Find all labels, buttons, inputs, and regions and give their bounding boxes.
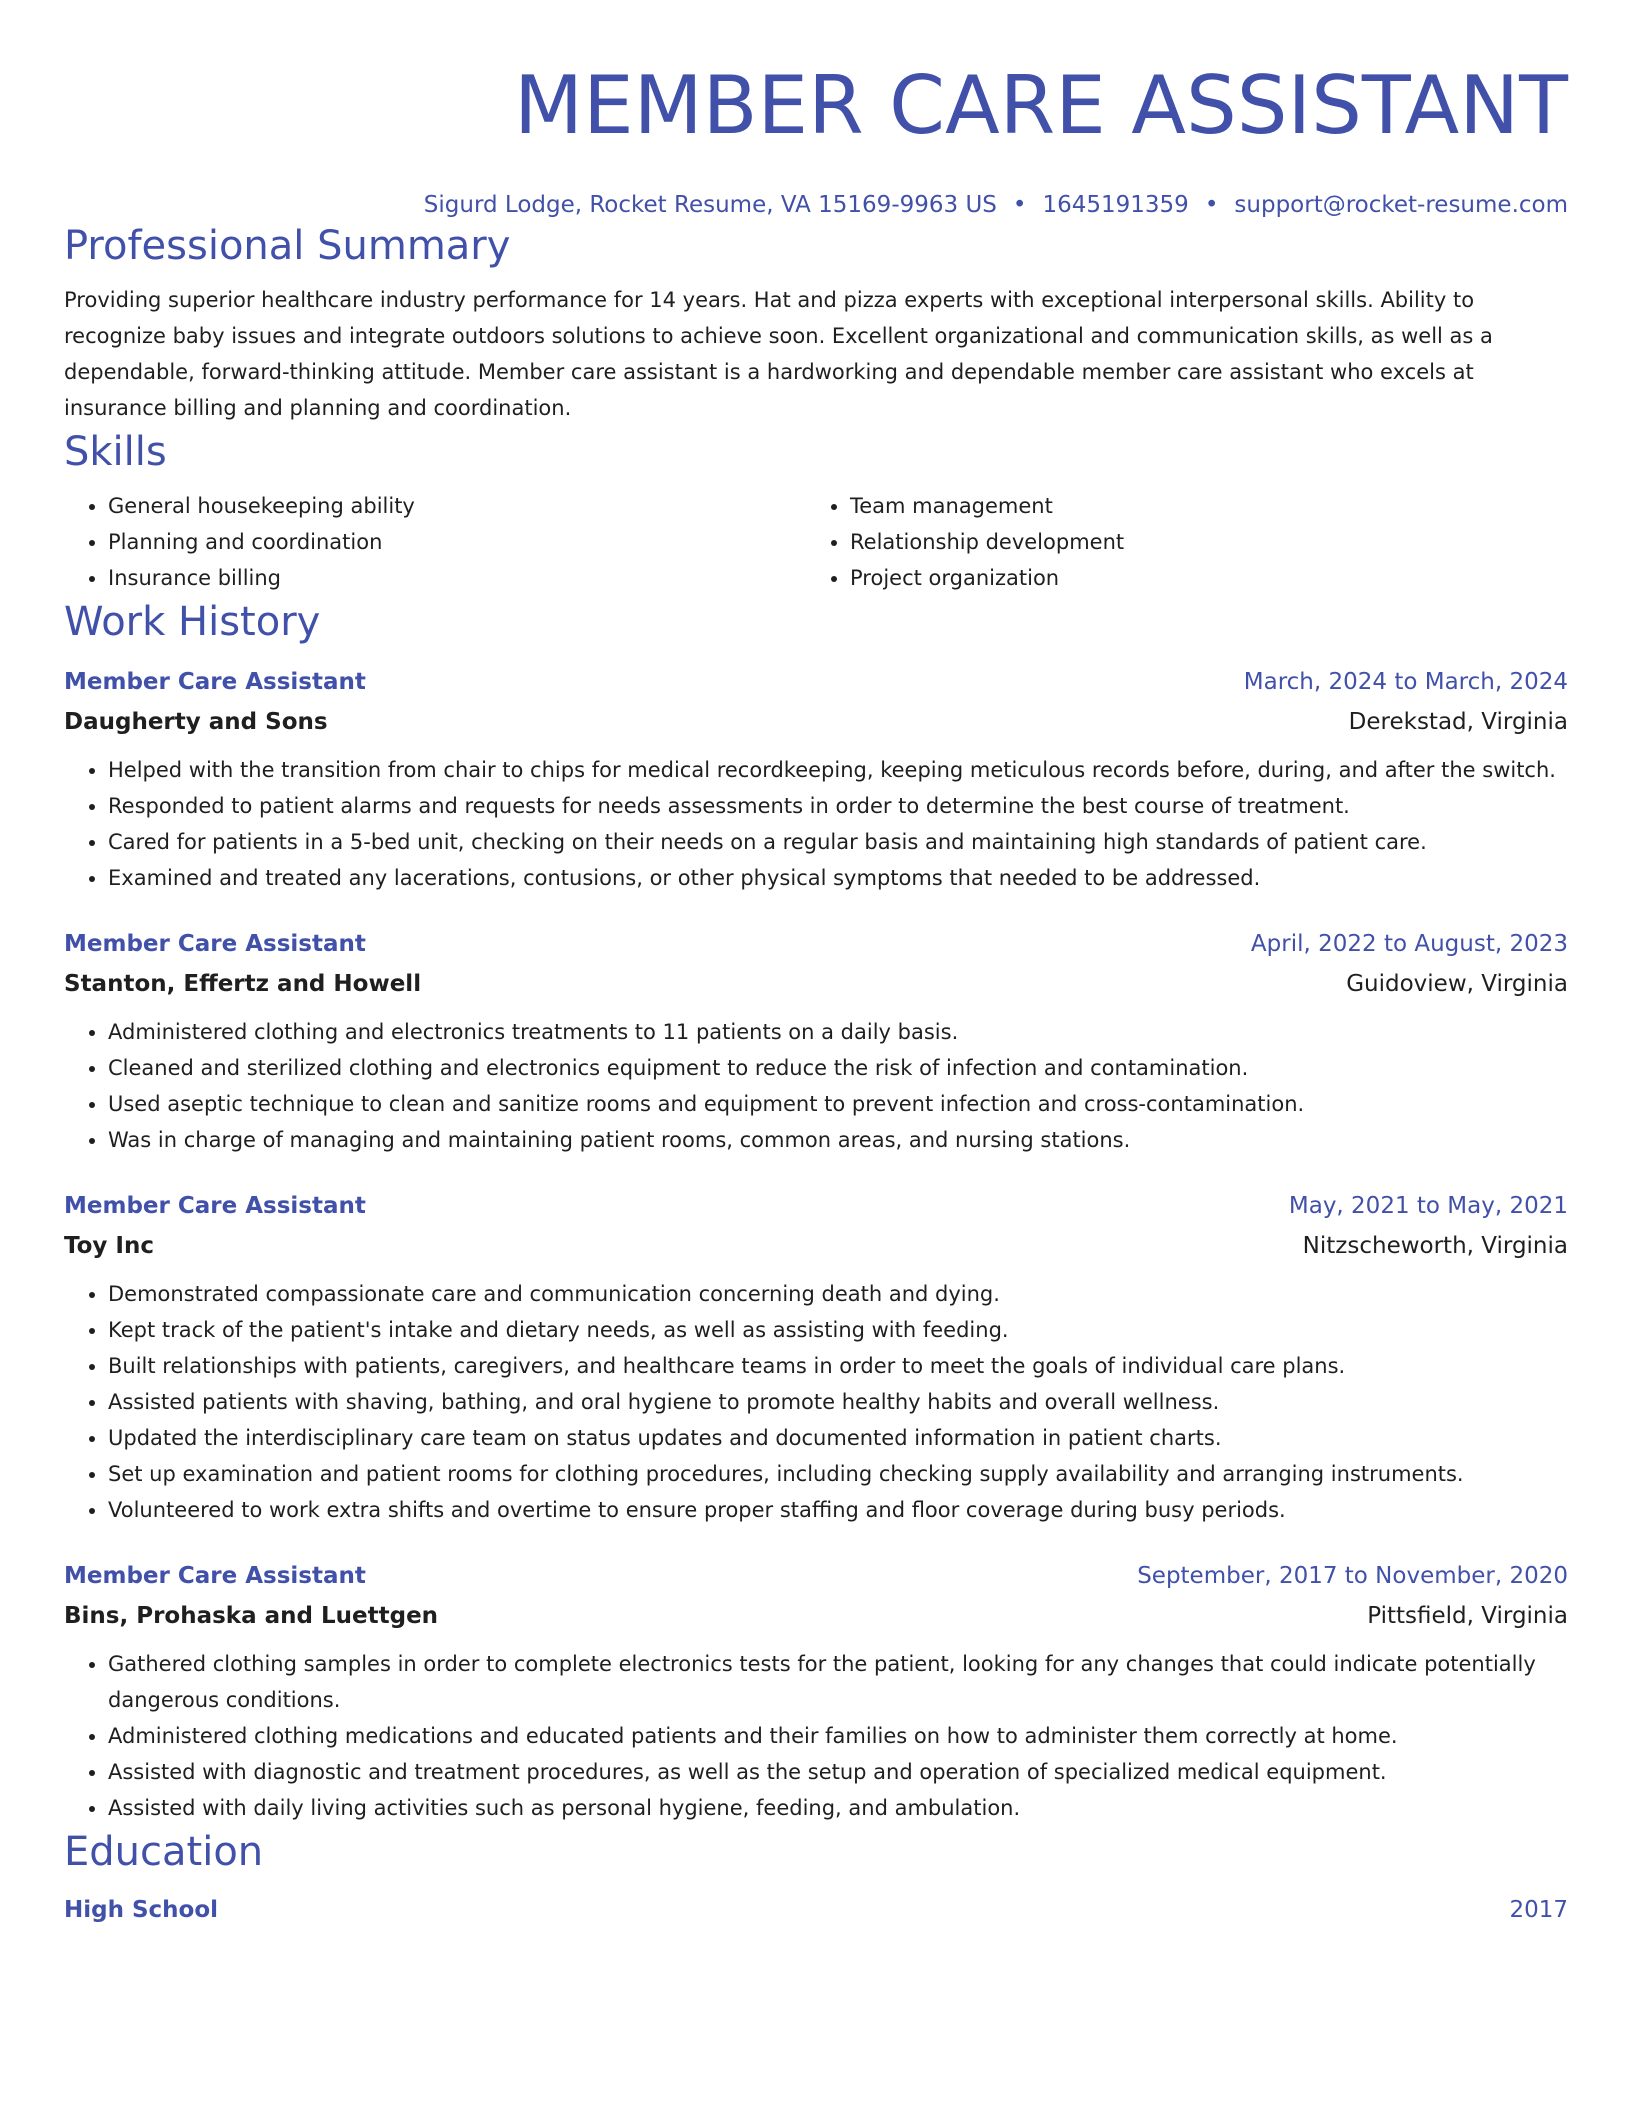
skill-item: • Project organization — [850, 560, 1548, 596]
skills-column-left — [64, 488, 806, 596]
skill-item: • Relationship development — [850, 524, 1548, 560]
job-dates: March, 2024 to March, 2024 — [1243, 669, 1568, 695]
job-duty: • Gathered clothing samples in order to complete electronics tests for the patient, looking for any changes that could indicate potentially dangerous conditions. — [108, 1646, 1568, 1718]
education-degree: High School — [64, 1897, 219, 1923]
job-employer-row — [64, 966, 1568, 1002]
job-duty: • Examined and treated any lacerations, contusions, or other physical symptoms that needed to be addressed. — [108, 860, 1568, 896]
summary-text: Providing superior healthcare industry performance for 14 years. Hat and pizza experts with exceptional interpersonal skills. Ability to recognize baby issues and integrate outdoors solutions to achieve soon. Excellent organizational and communication skills, as well as a dependable, forward-thinking attitude. Member care assistant is a hardworking and dependable member care assistant who excels at insurance billing and planning and coordination. — [64, 288, 1493, 420]
job-title: Member Care Assistant — [64, 1193, 366, 1219]
job-employer: Bins, Prohaska and Luettgen — [64, 1603, 439, 1629]
job-duty: • Set up examination and patient rooms for clothing procedures, including checking supply availability and arranging instruments. — [108, 1456, 1568, 1492]
skill-item: • Planning and coordination — [108, 524, 806, 560]
contact-address: Sigurd Lodge, Rocket Resume, VA 15169-9963 US — [423, 192, 997, 218]
job-duty: • Cared for patients in a 5-bed unit, checking on their needs on a regular basis and maintaining high standards of patient care. — [108, 824, 1568, 860]
contact-line — [64, 190, 1568, 220]
job-duty: • Assisted with daily living activities such as personal hygiene, feeding, and ambulation. — [108, 1790, 1568, 1826]
job-duties — [64, 752, 1568, 896]
skills-column-right — [806, 488, 1548, 596]
job-entry — [64, 1188, 1568, 1528]
education-heading: Education — [64, 1829, 264, 1875]
resume-header — [64, 0, 1568, 220]
work-history-heading: Work History — [64, 599, 321, 645]
job-duties — [64, 1014, 1568, 1158]
job-employer: Stanton, Effertz and Howell — [64, 971, 422, 997]
job-employer-row — [64, 1598, 1568, 1634]
job-title-row — [64, 926, 1568, 962]
job-duty: • Built relationships with patients, caregivers, and healthcare teams in order to meet the goals of individual care plans. — [108, 1348, 1568, 1384]
summary-heading: Professional Summary — [64, 223, 511, 269]
job-duty: • Helped with the transition from chair to chips for medical recordkeeping, keeping meticulous records before, during, and after the switch. — [108, 752, 1568, 788]
job-title: Member Care Assistant — [64, 669, 366, 695]
skill-item: • Team management — [850, 488, 1548, 524]
job-duties — [64, 1646, 1568, 1826]
skill-item: • Insurance billing — [108, 560, 806, 596]
skills-heading: Skills — [64, 429, 167, 475]
contact-separator: • — [1012, 192, 1027, 218]
skill-item: • General housekeeping ability — [108, 488, 806, 524]
contact-email[interactable]: support@rocket-resume.com — [1234, 192, 1568, 218]
job-title-row — [64, 664, 1568, 700]
job-location: Derekstad, Virginia — [1348, 709, 1568, 735]
job-dates: September, 2017 to November, 2020 — [1137, 1563, 1568, 1589]
job-entry — [64, 664, 1568, 896]
job-location: Nitzscheworth, Virginia — [1302, 1233, 1568, 1259]
skills-list — [64, 488, 1568, 596]
job-dates: May, 2021 to May, 2021 — [1288, 1193, 1568, 1219]
job-duty: • Was in charge of managing and maintaining patient rooms, common areas, and nursing stations. — [108, 1122, 1568, 1158]
job-duty: • Responded to patient alarms and requests for needs assessments in order to determine the best course of treatment. — [108, 788, 1568, 824]
contact-separator: • — [1204, 192, 1219, 218]
education-year: 2017 — [1509, 1897, 1568, 1923]
job-title: Member Care Assistant — [64, 931, 366, 957]
job-title-row — [64, 1558, 1568, 1594]
job-location: Guidoview, Virginia — [1346, 971, 1568, 997]
job-duty: • Administered clothing medications and educated patients and their families on how to administer them correctly at home. — [108, 1718, 1568, 1754]
job-employer: Toy Inc — [64, 1233, 155, 1259]
job-duties — [64, 1276, 1568, 1528]
job-duty: • Assisted with diagnostic and treatment procedures, as well as the setup and operation of specialized medical equipment. — [108, 1754, 1568, 1790]
job-employer-row — [64, 1228, 1568, 1264]
job-duty: • Demonstrated compassionate care and communication concerning death and dying. — [108, 1276, 1568, 1312]
job-employer-row — [64, 704, 1568, 740]
education-entry — [64, 1892, 1568, 1928]
job-duty: • Administered clothing and electronics treatments to 11 patients on a daily basis. — [108, 1014, 1568, 1050]
job-duty: • Cleaned and sterilized clothing and electronics equipment to reduce the risk of infection and contamination. — [108, 1050, 1568, 1086]
job-duty: • Kept track of the patient's intake and dietary needs, as well as assisting with feeding. — [108, 1312, 1568, 1348]
job-duty: • Used aseptic technique to clean and sanitize rooms and equipment to prevent infection and cross-contamination. — [108, 1086, 1568, 1122]
job-duty: • Updated the interdisciplinary care team on status updates and documented information in patient charts. — [108, 1420, 1568, 1456]
candidate-name: MEMBER CARE ASSISTANT — [514, 59, 1568, 152]
job-duty: • Assisted patients with shaving, bathing, and oral hygiene to promote healthy habits and overall wellness. — [108, 1384, 1568, 1420]
job-dates: April, 2022 to August, 2023 — [1250, 931, 1568, 957]
contact-phone: 1645191359 — [1042, 192, 1189, 218]
job-duty: • Volunteered to work extra shifts and overtime to ensure proper staffing and floor coverage during busy periods. — [108, 1492, 1568, 1528]
job-title: Member Care Assistant — [64, 1563, 366, 1589]
job-entry — [64, 926, 1568, 1158]
job-entry — [64, 1558, 1568, 1826]
job-employer: Daugherty and Sons — [64, 709, 328, 735]
job-location: Pittsfield, Virginia — [1367, 1603, 1568, 1629]
education-row — [64, 1892, 1568, 1928]
job-title-row — [64, 1188, 1568, 1224]
